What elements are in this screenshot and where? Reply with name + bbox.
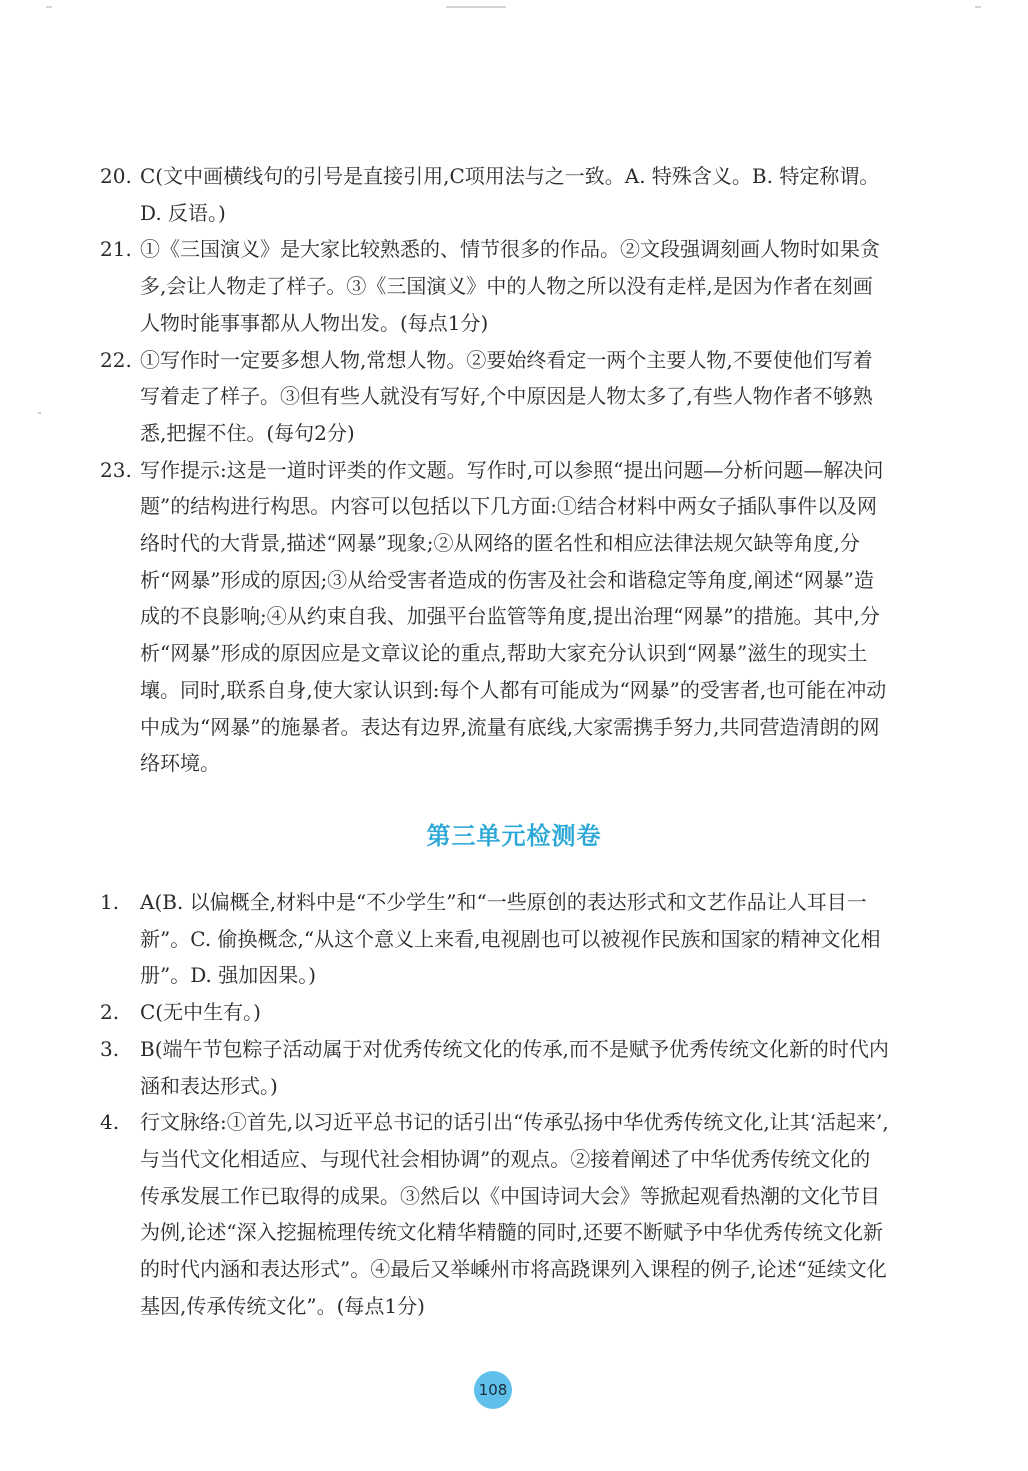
answer-text: C(无中生有。)	[140, 1000, 261, 1025]
answer-text: B(端午节包粽子活动属于对优秀传统文化的传承,而不是赋予优秀传统文化新的时代内涵和表达形式。)	[140, 1036, 889, 1098]
answer-number: 21.	[100, 237, 132, 262]
answer-text: C(文中画横线句的引号是直接引用,C项用法与之一致。A. 特殊含义。B. 特定称谓。D. 反语。)	[140, 164, 880, 225]
answer-item	[100, 452, 890, 782]
page-number-badge: 108	[474, 1371, 512, 1409]
unit-test-title: 第三单元检测卷	[426, 822, 602, 850]
answer-item	[100, 231, 890, 341]
answer-text: ①写作时一定要多想人物,常想人物。②要始终看定一两个主要人物,不要使他们写着写着走了样子。③但有些人就没有写好,个中原因是人物太多了,有些人物作者不够熟悉,把握不住。(每句2分)	[140, 347, 873, 445]
scan-edge-marks	[0, 6, 1028, 20]
answers-prev-section	[100, 158, 890, 782]
margin-dot	[38, 412, 41, 414]
answer-number: 1.	[100, 890, 120, 914]
answer-text: A(B. 以偏概全,材料中是“不少学生”和“一些原创的表达形式和文艺作品让人耳目一新”。C. 偷换概念,“从这个意义上来看,电视剧也可以被视作民族和国家的精神文化相册”。D. 强加因果。)	[140, 890, 881, 988]
answers-unit3-section	[100, 884, 890, 1324]
answer-item	[100, 994, 890, 1031]
answer-text: 行文脉络:①首先,以习近平总书记的话引出“传承弘扬中华优秀传统文化,让其‘活起来’,与当代文化相适应、与现代社会相协调”的观点。②接着阐述了中华优秀传统文化的传承发展工作已取得的成果。③然后以《中国诗词大会》等掀起观看热潮的文化节目为例,论述“深入挖掘梳理传统文化精华精髓的同时,还要不断赋予中华优秀传统文化新的时代内涵和表达形式”。④最后又举嵊州市将高跷课列入课程的例子,论述“延续文化基因,传承传统文化”。(每点1分)	[140, 1110, 889, 1318]
answer-item	[100, 1104, 890, 1324]
answer-text: ①《三国演义》是大家比较熟悉的、情节很多的作品。②文段强调刻画人物时如果贪多,会让人物走了样子。③《三国演义》中的人物之所以没有走样,是因为作者在刻画人物时能事事都从人物出发。(每点1分)	[140, 237, 880, 335]
answer-number: 4.	[100, 1110, 120, 1135]
scan-mark	[975, 6, 981, 8]
answer-item	[100, 884, 890, 994]
answer-number: 20.	[100, 164, 132, 188]
answer-number: 23.	[100, 457, 132, 482]
answer-item	[100, 1031, 890, 1104]
answer-number: 22.	[100, 347, 132, 372]
scan-mark	[446, 6, 506, 8]
scan-mark	[46, 6, 52, 8]
answer-number: 2.	[100, 1000, 120, 1025]
answer-item	[100, 158, 890, 231]
answer-item	[100, 342, 890, 452]
answer-text: 写作提示:这是一道时评类的作文题。写作时,可以参照“提出问题—分析问题—解决问题”的结构进行构思。内容可以包括以下几方面:①结合材料中两女子插队事件以及网络时代的大背景,描述“网暴”现象;②从网络的匿名性和相应法律法规欠缺等角度,分析“网暴”形成的原因;③从给受害者造成的伤害及社会和谐稳定等角度,阐述“网暴”造成的不良影响;④从约束自我、加强平台监管等角度,提出治理“网暴”的措施。其中,分析“网暴”形成的原因应是文章议论的重点,帮助大家充分认识到“网暴”滋生的现实土壤。同时,联系自身,使大家认识到:每个人都有可能成为“网暴”的受害者,也可能在冲动中成为“网暴”的施暴者。表达有边界,流量有底线,大家需携手努力,共同营造清朗的网络环境。	[140, 457, 887, 776]
answer-number: 3.	[100, 1036, 120, 1061]
